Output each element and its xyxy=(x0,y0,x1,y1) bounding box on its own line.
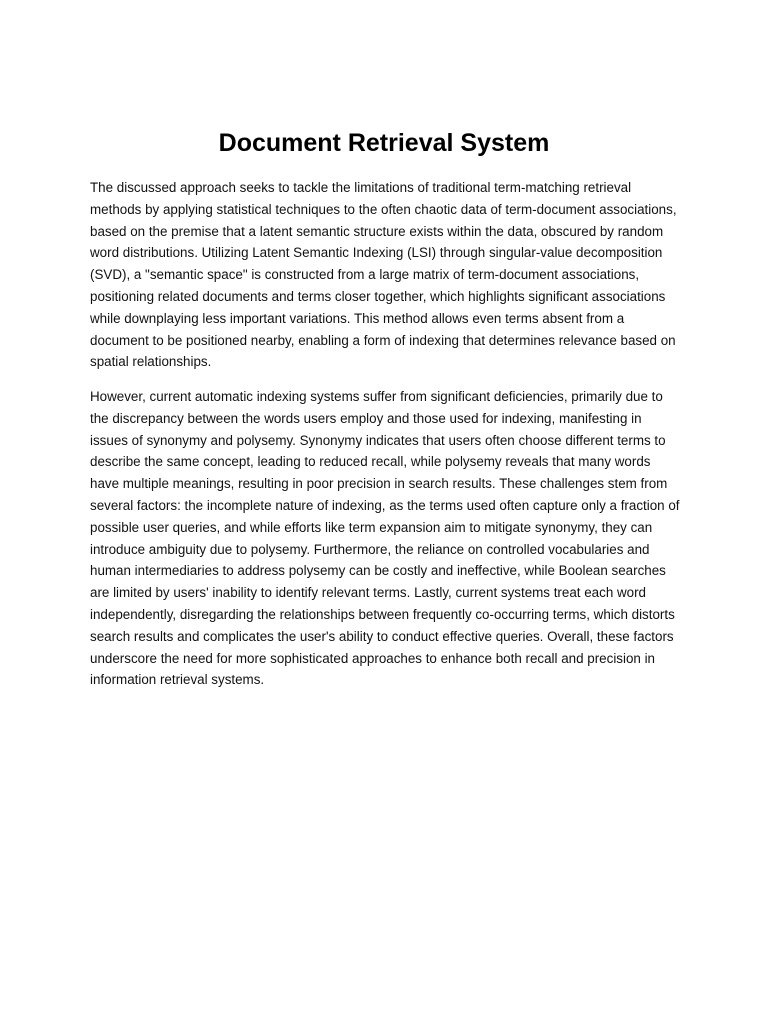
document-title: Document Retrieval System xyxy=(218,129,550,157)
paragraph-lsi-approach: The discussed approach seeks to tackle the limitations of traditional term-matching retrieval methods by applying statistical techniques to the often chaotic data of term-document associations, based on the premise that a latent semantic structure exists within the data, obscured by random word distributions. Utilizing Latent Semantic Indexing (LSI) through singular-value decomposition (SVD), a "semantic space" is constructed from a large matrix of term-document associations, positioning related documents and terms closer together, which highlights significant associations while downplaying less important variations. This method allows even terms absent from a document to be positioned nearby, enabling a form of indexing that determines relevance based on spatial relationships. xyxy=(90,180,677,370)
paragraph-indexing-deficiencies: However, current automatic indexing systems suffer from significant deficiencies, primarily due to the discrepancy between the words users employ and those used for indexing, manifesting in issues of synonymy and polysemy. Synonymy indicates that users often choose different terms to describe the same concept, leading to reduced recall, while polysemy reveals that many words have multiple meanings, resulting in poor precision in search results. These challenges stem from several factors: the incomplete nature of indexing, as the terms used often capture only a fraction of possible user queries, and while efforts like term expansion aim to mitigate synonymy, they can introduce ambiguity due to polysemy. Furthermore, the reliance on controlled vocabularies and human intermediaries to address polysemy can be costly and ineffective, while Boolean searches are limited by users' inability to identify relevant terms. Lastly, current systems treat each word independently, disregarding the relationships between frequently co-occurring terms, which distorts search results and complicates the user's ability to conduct effective queries. Overall, these factors underscore the need for more sophisticated approaches to enhance both recall and precision in information retrieval systems. xyxy=(90,389,680,688)
